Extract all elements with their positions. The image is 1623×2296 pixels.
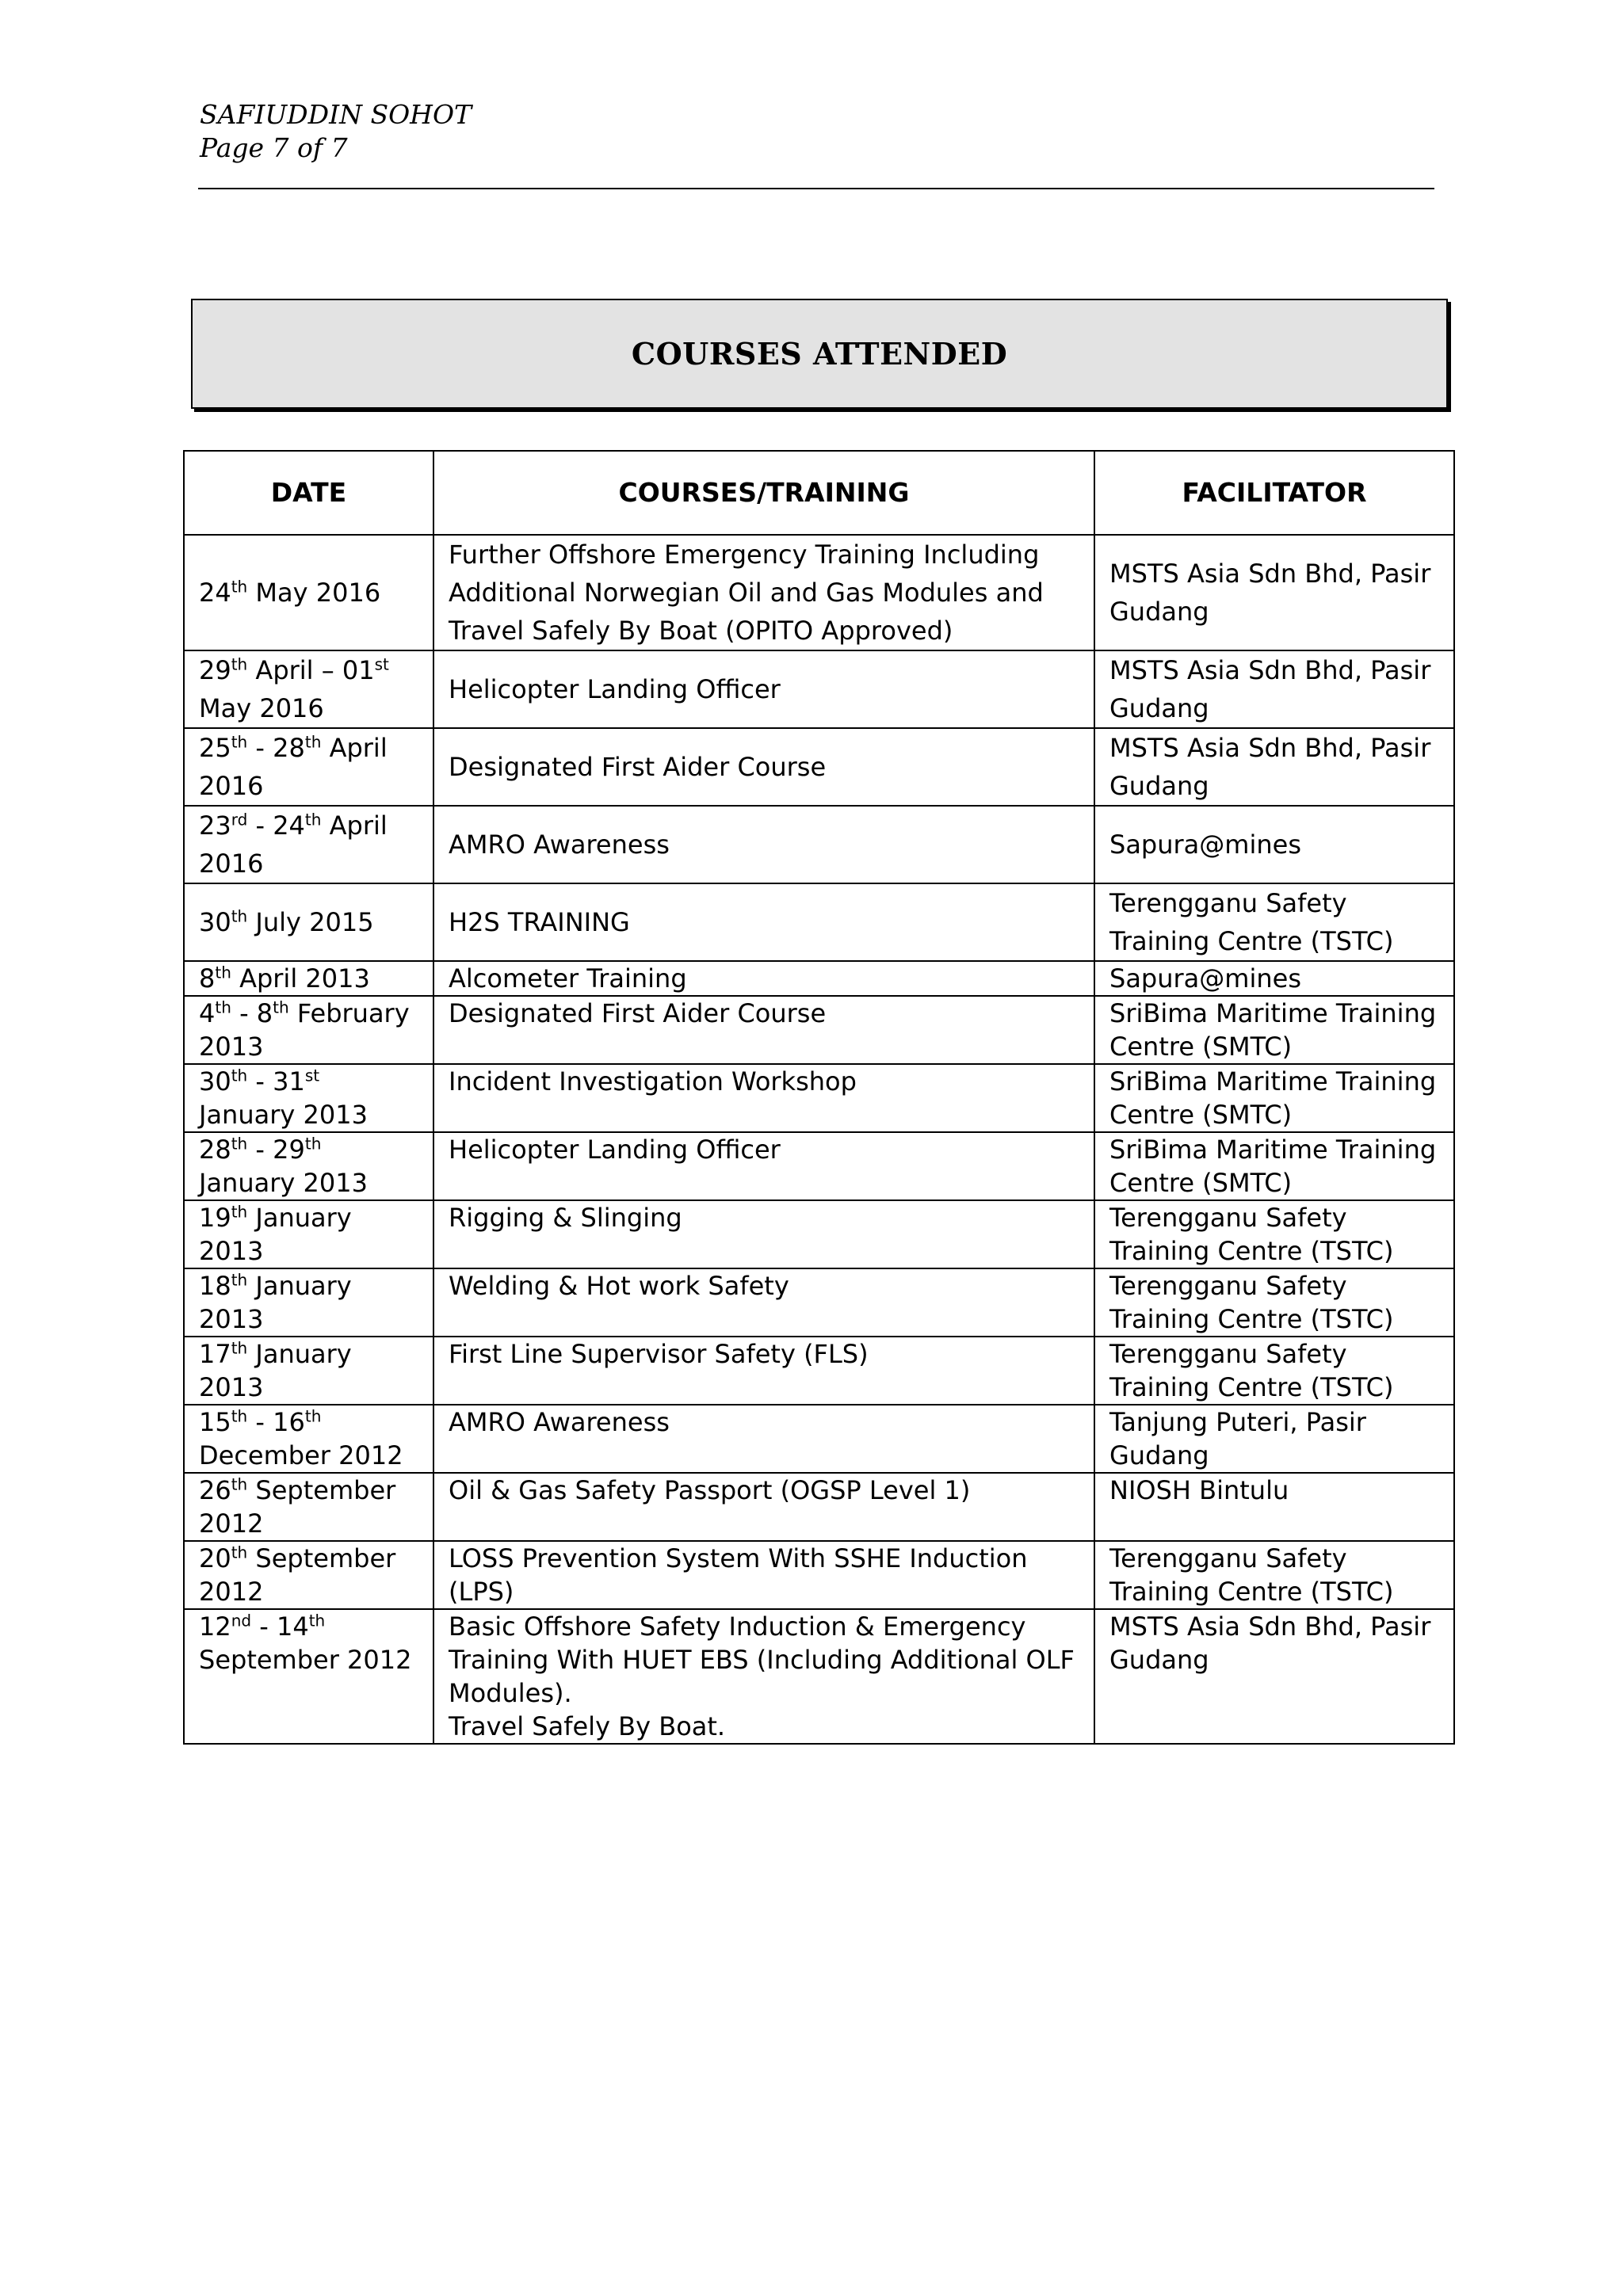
table-row	[184, 728, 1454, 806]
cell-facilitator: Terengganu Safety Training Centre (TSTC)	[1094, 883, 1454, 961]
date-ordinal-suffix: th	[231, 1338, 248, 1358]
cell-date: 8th April 2013	[184, 961, 433, 996]
table-row	[184, 961, 1454, 996]
cell-course: Oil & Gas Safety Passport (OGSP Level 1)	[433, 1473, 1094, 1541]
cell-facilitator: Sapura@mines	[1094, 961, 1454, 996]
cell-facilitator: Terengganu Safety Training Centre (TSTC)	[1094, 1268, 1454, 1337]
cell-date: 18th January 2013	[184, 1268, 433, 1337]
date-ordinal-suffix: nd	[231, 1611, 252, 1630]
cell-date: 25th - 28th April 2016	[184, 728, 433, 806]
cell-course: H2S TRAINING	[433, 883, 1094, 961]
table-row	[184, 1541, 1454, 1609]
table-row	[184, 1473, 1454, 1541]
cell-date: 30th - 31st January 2013	[184, 1064, 433, 1132]
cell-facilitator: SriBima Maritime Training Centre (SMTC)	[1094, 996, 1454, 1064]
cell-course: Helicopter Landing Officer	[433, 650, 1094, 728]
cell-facilitator: Tanjung Puteri, Pasir Gudang	[1094, 1405, 1454, 1473]
cell-course: Rigging & Slinging	[433, 1200, 1094, 1268]
courses-table	[183, 450, 1455, 1745]
table-row	[184, 1132, 1454, 1200]
cell-course: Basic Offshore Safety Induction & Emergency Training With HUET EBS (Including Additional OLF Modules). Travel Safely By Boat.	[433, 1609, 1094, 1744]
cell-course: Welding & Hot work Safety	[433, 1268, 1094, 1337]
cell-course: First Line Supervisor Safety (FLS)	[433, 1337, 1094, 1405]
cell-date: 28th - 29th January 2013	[184, 1132, 433, 1200]
cell-date: 23rd - 24th April 2016	[184, 806, 433, 883]
cell-facilitator: MSTS Asia Sdn Bhd, Pasir Gudang	[1094, 535, 1454, 650]
table-row	[184, 1405, 1454, 1473]
date-ordinal-suffix: th	[304, 1134, 322, 1154]
date-ordinal-suffix: th	[304, 732, 322, 752]
cell-date: 17th January 2013	[184, 1337, 433, 1405]
author-name: SAFIUDDIN SOHOT	[200, 99, 472, 130]
cell-course: Incident Investigation Workshop	[433, 1064, 1094, 1132]
cell-course: Alcometer Training	[433, 961, 1094, 996]
column-header-date: DATE	[184, 451, 433, 535]
cell-facilitator: Terengganu Safety Training Centre (TSTC)	[1094, 1337, 1454, 1405]
cell-facilitator: Terengganu Safety Training Centre (TSTC)	[1094, 1200, 1454, 1268]
cell-course: LOSS Prevention System With SSHE Induction (LPS)	[433, 1541, 1094, 1609]
date-ordinal-suffix: th	[308, 1611, 326, 1630]
cell-course: Helicopter Landing Officer	[433, 1132, 1094, 1200]
page-header	[200, 98, 472, 165]
cell-facilitator: Sapura@mines	[1094, 806, 1454, 883]
date-ordinal-suffix: th	[231, 1134, 248, 1154]
cell-course: Further Offshore Emergency Training Including Additional Norwegian Oil and Gas Modules and Travel Safely By Boat (OPITO Approved)	[433, 535, 1094, 650]
cell-date: 24th May 2016	[184, 535, 433, 650]
cell-course: AMRO Awareness	[433, 1405, 1094, 1473]
cell-facilitator: Terengganu Safety Training Centre (TSTC)	[1094, 1541, 1454, 1609]
date-ordinal-suffix: th	[215, 963, 231, 982]
cell-facilitator: MSTS Asia Sdn Bhd, Pasir Gudang	[1094, 1609, 1454, 1744]
table-row	[184, 1609, 1454, 1744]
cell-facilitator: SriBima Maritime Training Centre (SMTC)	[1094, 1064, 1454, 1132]
cell-course: Designated First Aider Course	[433, 728, 1094, 806]
date-ordinal-suffix: th	[304, 1406, 322, 1426]
date-ordinal-suffix: th	[231, 577, 248, 597]
table-row	[184, 1064, 1454, 1132]
column-header-facilitator: FACILITATOR	[1094, 451, 1454, 535]
date-ordinal-suffix: th	[231, 1066, 248, 1085]
date-ordinal-suffix: th	[273, 997, 289, 1017]
cell-facilitator: MSTS Asia Sdn Bhd, Pasir Gudang	[1094, 650, 1454, 728]
cell-date: 20th September 2012	[184, 1541, 433, 1609]
table-body	[184, 535, 1454, 1744]
cell-facilitator: SriBima Maritime Training Centre (SMTC)	[1094, 1132, 1454, 1200]
cell-date: 15th - 16th December 2012	[184, 1405, 433, 1473]
table-row	[184, 1268, 1454, 1337]
date-ordinal-suffix: th	[231, 1202, 248, 1222]
date-ordinal-suffix: th	[215, 997, 231, 1017]
date-ordinal-suffix: th	[231, 1543, 248, 1562]
table-header-row	[184, 451, 1454, 535]
date-ordinal-suffix: st	[374, 654, 389, 674]
section-title: COURSES ATTENDED	[191, 299, 1448, 409]
date-ordinal-suffix: st	[304, 1066, 320, 1085]
cell-course: Designated First Aider Course	[433, 996, 1094, 1064]
date-ordinal-suffix: th	[231, 1270, 248, 1290]
date-ordinal-suffix: th	[231, 654, 248, 674]
table-row	[184, 1200, 1454, 1268]
column-header-course: COURSES/TRAINING	[433, 451, 1094, 535]
table-row	[184, 1337, 1454, 1405]
cell-facilitator: NIOSH Bintulu	[1094, 1473, 1454, 1541]
cell-date: 26th September 2012	[184, 1473, 433, 1541]
date-ordinal-suffix: th	[231, 1406, 248, 1426]
date-ordinal-suffix: th	[304, 810, 322, 830]
cell-facilitator: MSTS Asia Sdn Bhd, Pasir Gudang	[1094, 728, 1454, 806]
date-ordinal-suffix: th	[231, 732, 248, 752]
table-row	[184, 650, 1454, 728]
page-number: Page 7 of 7	[200, 132, 348, 163]
date-ordinal-suffix: th	[231, 906, 248, 926]
cell-date: 30th July 2015	[184, 883, 433, 961]
header-divider	[198, 188, 1434, 189]
cell-date: 4th - 8th February 2013	[184, 996, 433, 1064]
date-ordinal-suffix: rd	[231, 810, 248, 830]
table-row	[184, 535, 1454, 650]
cell-course: AMRO Awareness	[433, 806, 1094, 883]
table-row	[184, 806, 1454, 883]
table-row	[184, 883, 1454, 961]
cell-date: 12nd - 14th September 2012	[184, 1609, 433, 1744]
cell-date: 19th January 2013	[184, 1200, 433, 1268]
table-row	[184, 996, 1454, 1064]
cell-date: 29th April – 01st May 2016	[184, 650, 433, 728]
date-ordinal-suffix: th	[231, 1474, 248, 1494]
